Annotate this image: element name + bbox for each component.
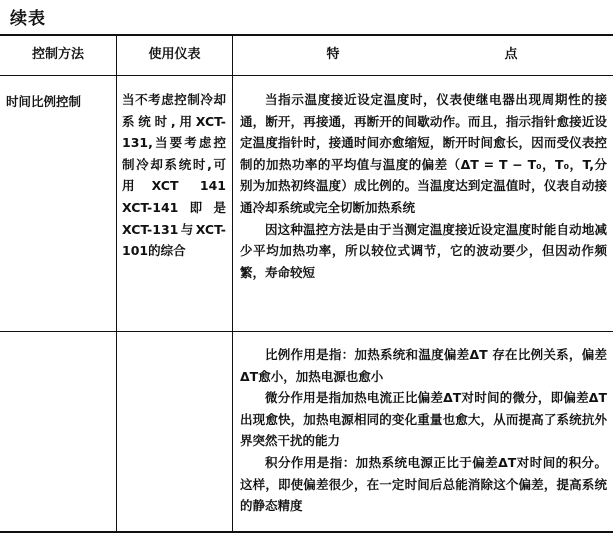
header-bottom-rule [0, 75, 613, 76]
header-instrument: 使用仪表 [148, 47, 201, 62]
feature-table [0, 34, 613, 534]
table-top-rule [0, 34, 613, 36]
row2-feature-paragraph-1: 比例作用是指：加热系统和温度偏差ΔT 存在比例关系，偏差ΔT愈小，加热电源也愈小 [240, 347, 607, 384]
row-divider-rule [0, 331, 613, 332]
row1-instrument: 当不考虑控制冷却系统时,用XCT-131,当要考虑控制冷却系统时,可用XCT 141 XCT-141即是XCT-131与XCT-101的综合 [122, 92, 226, 259]
header-method: 控制方法 [31, 47, 84, 62]
header-feature-right: 点 [504, 47, 518, 62]
header-feature-left: 特 [326, 47, 340, 62]
row2-features [240, 344, 607, 517]
row2-feature-paragraph-3: 积分作用是指：加热系统电源正比于偏差ΔT对时间的积分。这样，即使偏差很少，在一定时间后总能消除这个偏差，提高系统的静态精度 [240, 454, 607, 514]
row1-feature-paragraph-2: 因这种温控方法是由于当测定温度接近设定温度时能自动地减少平均加热功率，所以较位式调节，它的波动要少，但因动作频繁，寿命较短 [240, 221, 607, 280]
row1-feature-paragraph-1: 当指示温度接近设定温度时，仪表使继电器出现周期性的接通，断开，再接通，再断开的间歇动作。而且，指示指针愈接近设定温度指针时，接通时间亦愈缩短，断开时间愈长，因而受仪表控制的加热功率的平均值与温度的偏差（ΔT = T − T₀，T₀，T,分别为加热初终温度）成比例的。当温度达到定温值时，仪表自动接通冷却系统或完全切断加热系统 [240, 92, 607, 215]
row1-method: 时间比例控制 [6, 94, 82, 109]
page-title: 续表 [10, 9, 46, 29]
row1-features [240, 89, 607, 283]
table-bottom-rule [0, 531, 613, 533]
column-divider-2 [232, 34, 233, 533]
column-divider-1 [116, 34, 117, 533]
row2-feature-paragraph-2: 微分作用是指加热电流正比偏差ΔT对时间的微分，即偏差ΔT出现愈快，加热电源相同的变化重量也愈大，从而提高了系统抗外界突然干扰的能力 [240, 390, 607, 449]
